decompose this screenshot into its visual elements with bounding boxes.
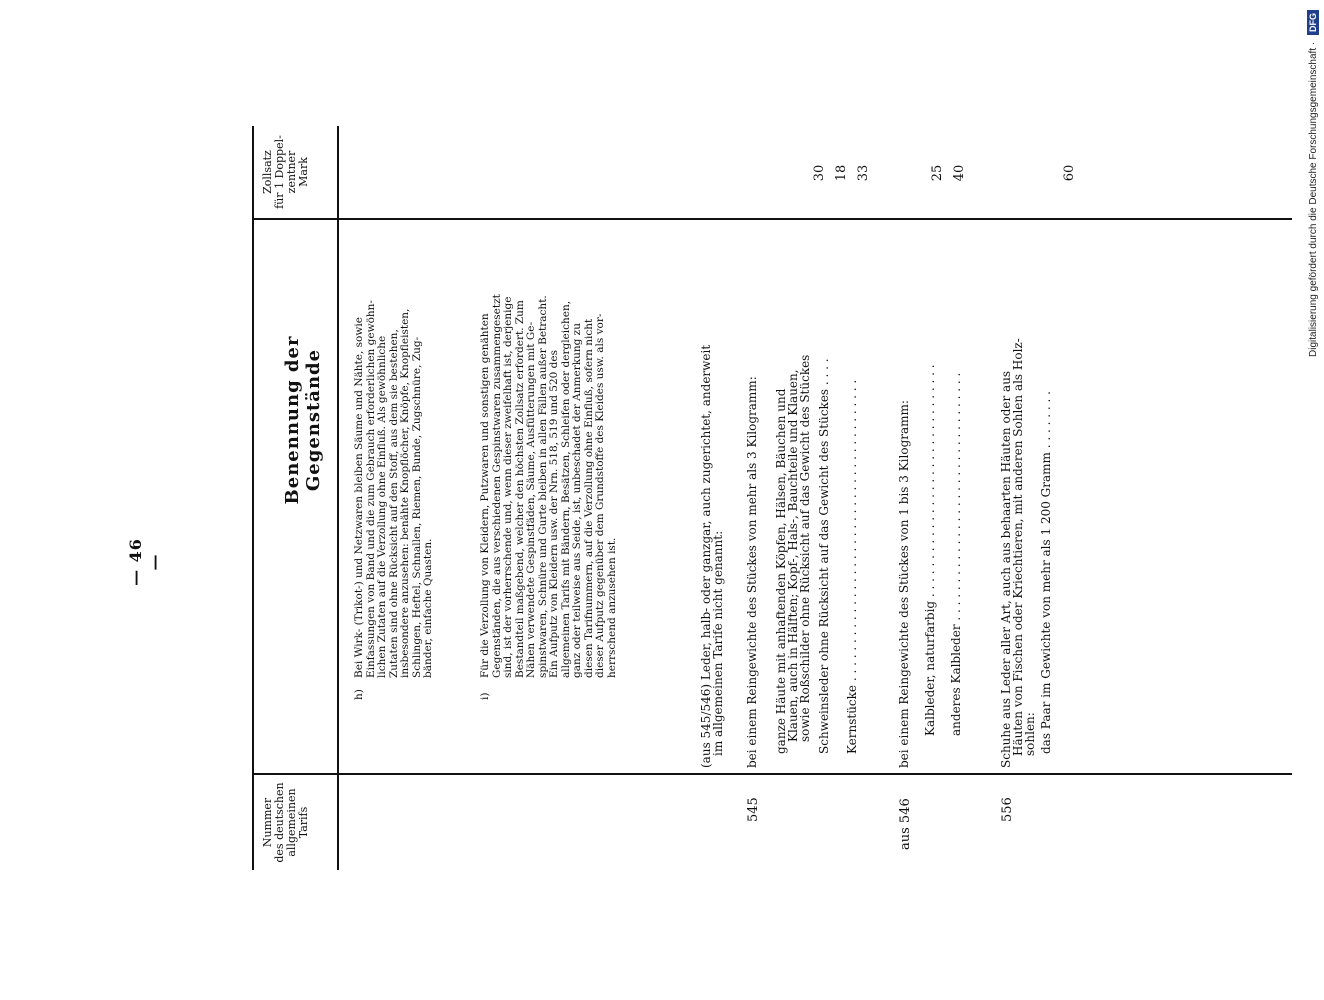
- note-h-line: Bei Wirk- (Trikot-) und Netzwaren bleiben Säume und Nähte, sowie: [353, 317, 365, 678]
- note-h-line: Zutaten sind ohne Rücksicht auf den Stoff, aus dem sie bestehen,: [387, 329, 400, 678]
- note-h-line: Einfassungen von Band und die zum Gebrauch erforderlichen gewöhn-: [364, 300, 377, 678]
- section-545-whole-hides: [775, 355, 811, 754]
- tariff-number-aus-546: aus 546: [898, 798, 913, 850]
- section-line: anderes Kalbleder . . . . . . . . . . . . . . . . . . . . . . . . . . . . . . . . .: [949, 372, 963, 736]
- header-rate-line: zentner: [285, 150, 298, 194]
- header-number-line: des deutschen: [273, 782, 286, 863]
- section-line: Kernstücke . . . . . . . . . . . . . . . . . . . . . . . . . . . . . . . . . . . . . . . .: [845, 379, 859, 754]
- note-i-line: Nähen verwendete Gespinstfäden, Säume, Ausfütterungen mit Ge-: [525, 321, 537, 678]
- section-line: das Paar im Gewichte von mehr als 1 200 Gramm . . . . . . . .: [1039, 391, 1053, 754]
- section-556-pair: [1040, 391, 1052, 754]
- credit-text: Digitalisierung gefördert durch die Deutsche Forschungsgemeinschaft ·: [1308, 41, 1319, 357]
- note-i-text: [480, 294, 618, 678]
- note-h-line: bänder, einfache Quasten.: [422, 538, 434, 678]
- section-line: sowie Roßschilder ohne Rücksicht auf das Gewicht des Stückes: [798, 354, 812, 742]
- section-line: sohlen:: [1023, 712, 1037, 756]
- note-i-line: herrschend anzusehen ist.: [605, 537, 618, 678]
- section-line: Schweinsleder ohne Rücksicht auf das Gewicht des Stückes . . . .: [817, 358, 831, 754]
- section-line: bei einem Reingewichte des Stückes von 1 bis 3 Kilogramm:: [897, 400, 911, 768]
- header-number-line: Nummer: [261, 797, 274, 848]
- note-i-line: diesen Tarifnummern, auf die Verzollung ohne Einfluß, sofern nicht: [582, 318, 595, 678]
- note-i-line: dieser Aufputz gegenüber dem Grundstoffe des Kleides usw. als vor-: [594, 313, 606, 678]
- tariff-number-556: 556: [1000, 797, 1015, 822]
- digitization-credit: [1307, 10, 1321, 990]
- note-h-line: insbesondere anzusehen: benähte Knopflöcher, Knöpfe, Knopfleisten,: [399, 308, 411, 678]
- section-line: Klauen, auch in Hälften; Kopf-, Hals-, Bauchteile und Klauen,: [786, 369, 800, 742]
- rate-value: 40: [952, 164, 967, 182]
- note-i-line: Gegenständen, die aus verschiedenen Gespinstwaren zusammengesetzt: [490, 294, 503, 678]
- section-545-heading: [746, 376, 758, 768]
- table-top-rule: [252, 126, 254, 870]
- page-number: — 46 —: [126, 538, 164, 586]
- header-rate-line: für 1 Doppel-: [273, 135, 286, 209]
- tariff-number-545: 545: [746, 797, 761, 822]
- note-i-line: Für die Verzollung von Kleidern, Putzwaren und sonstigen genähten: [479, 313, 491, 678]
- section-545-pig-leather: [818, 358, 830, 754]
- header-number-line: Tarifs: [297, 806, 310, 839]
- note-i-line: allgemeinen Tarifs mit Bändern, Besätzen, Schleifen oder dergleichen,: [559, 300, 572, 678]
- header-rate-column: [262, 126, 310, 218]
- section-line: Kalbleder, naturfarbig . . . . . . . . . . . . . . . . . . . . . . . . . . . . . . .: [923, 364, 937, 736]
- note-i-line: spinstwaren, Schnüre und Gurte bleiben in allen Fällen außer Betracht.: [536, 295, 549, 678]
- header-title-column: Benennung der Gegenstände: [282, 335, 324, 505]
- section-546-natural-calf: [924, 364, 936, 736]
- rate-value: 60: [1062, 164, 1077, 182]
- section-intro: [700, 345, 724, 768]
- column-rule-left: [252, 773, 1292, 775]
- header-number-column: [262, 775, 310, 870]
- section-556-heading: [1000, 338, 1036, 768]
- table-header-rule: [337, 126, 339, 870]
- note-h-line: lichen Zutaten auf die Verzollung ohne Einfluß. Als gewöhnliche: [376, 335, 388, 678]
- dfg-logo: DFG: [1307, 10, 1319, 35]
- note-i-marker: i): [479, 692, 491, 700]
- section-line: (aus 545/546) Leder, halb- oder ganzgar, auch zugerichtet, anderweit: [699, 344, 713, 768]
- note-i-line: Bestandteil maßgebend, welcher den höchsten Zollsatz erfordert. Zum: [513, 300, 526, 678]
- note-h-marker: h): [353, 689, 365, 700]
- note-h-line: Schlingen, Heftel, Schnallen, Riemen, Bunde, Zugschnüre, Zug-: [410, 336, 423, 678]
- header-rate-line: Zollsatz: [261, 150, 274, 194]
- section-546-heading: [898, 400, 910, 768]
- header-number-line: allgemeinen: [285, 788, 298, 857]
- rate-value: 18: [834, 164, 849, 182]
- section-line: im allgemeinen Tarife nicht genannt:: [711, 530, 725, 756]
- section-545-core-pieces: [846, 380, 858, 754]
- rate-value: 30: [812, 164, 827, 182]
- rate-value: 25: [930, 164, 945, 182]
- note-i-line: Ein Aufputz von Kleidern usw. der Nrn. 518, 519 und 520 des: [548, 350, 560, 678]
- section-line: Häuten von Fischen oder Kriechtieren, mit anderen Sohlen als Holz-: [1011, 338, 1025, 756]
- section-line: ganze Häute mit anhaftenden Köpfen, Hälsen, Bäuchen und: [774, 388, 788, 754]
- header-rate-line: Mark: [297, 157, 310, 187]
- section-line: Schuhe aus Leder aller Art, auch aus behaarten Häuten oder aus: [999, 370, 1013, 768]
- rate-value: 33: [856, 164, 871, 182]
- column-rule-right: [252, 218, 1292, 220]
- note-h-text: [354, 300, 435, 678]
- note-i-line: ganz oder teilweise aus Seide, ist, unbeschadet der Anmerkung zu: [571, 323, 583, 678]
- note-i-line: sind, ist der vorherrschende und, wenn dieser zweifelhaft ist, derjenige: [502, 296, 514, 678]
- section-546-other-calf: [950, 373, 962, 736]
- section-line: bei einem Reingewichte des Stückes von mehr als 3 Kilogramm:: [745, 376, 759, 768]
